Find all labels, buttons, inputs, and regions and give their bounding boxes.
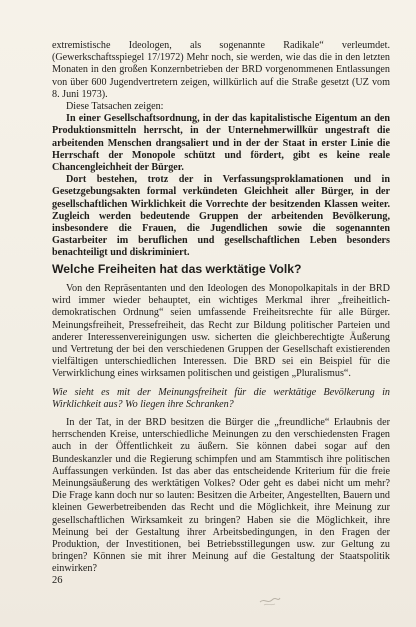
- text-block-upper: [52, 40, 390, 260]
- paragraph-privileges: Dort bestehen, trotz der in Verfassungsproklamationen und in Gesetzgebungsakten formal verkündeten Gleichheit aller Bürger, in der gesellschaftlichen Wirklichkeit die Vorrechte der besitzenden Klassen weiter. Zugleich werden bedeutende Gruppen der arbeitenden Bevölkerung, insbesondere die Frauen, die Jugendlichen sowie die sogenannten Gastarbeiter im beruflichen und gesellschaftlichen Leben besonders benachteiligt und diskriminiert.: [52, 174, 390, 259]
- paragraph-layoffs: extremistische Ideologen, als sogenannte Radikale“ verleumdet. (Gewerkschaftsspiegel 17/1972) Mehr noch, sie werden, wie das die in den letzten Monaten in den großen Konzernbetrieben der BRD vorgenommenen Entlassungen von über 600 Jugendvertretern zeigen, willkürlich auf die Straße gesetzt (UZ vom 8. Juni 1973).: [52, 40, 390, 100]
- paragraph-freedom-of-opinion: In der Tat, in der BRD besitzen die Bürger die „freundliche“ Erlaubnis der herrschenden Kreise, unterschiedliche Meinungen zu den verschiedensten Fragen auch in der Öffentlichkeit zu äußern. Sie können dabei sogar auf den Bundeskanzler und die Regierung schimpfen und am Stammtisch ihre politischen Auffassungen verkünden. Ist das aber das entscheidende Kriterium für die freie Meinungsäußerung des werktätigen Volkes? Oder geht es dabei nicht um mehr? Die Frage kann doch nur so lauten: Besitzen die Arbeiter, Angestellten, Bauern und kleinen Gewerbetreibenden das Recht und die Möglichkeit, ihre Meinung zur gesellschaftlichen Wirksamkeit zu bringen? Haben sie die Möglichkeit, ihre Meinung bei der Gestaltung ihrer Arbeitsbedingungen, in den Fragen der Produktion, der Investitionen, bei Betriebsstillegungen usw. zur Geltung zu bringen? Können sie mit ihrer Meinung auf die Gestaltung der Staatspolitik einwirken?: [52, 417, 390, 575]
- page-number: 26: [52, 575, 63, 586]
- paragraph-question: Wie sieht es mit der Meinungsfreiheit für die werktätige Bevölkerung in Wirklichkeit aus? Wo liegen ihre Schranken?: [52, 386, 390, 410]
- paragraph-facts-intro: Diese Tatsachen zeigen:: [66, 101, 164, 113]
- ink-smudge-mark: [258, 592, 282, 608]
- paragraph-no-equal-opportunity: In einer Gesellschaftsordnung, in der das kapitalistische Eigentum an den Produktionsmitteln herrscht, in der Unternehmerwillkür ungestraft die arbeitenden Menschen drangsaliert und in der der Staat in erster Linie die Herrschaft der Monopole schützt und fördert, gibt es keine reale Chancengleichheit der Bürger.: [52, 113, 390, 174]
- paragraph-pluralism: Von den Repräsentanten und den Ideologen des Monopolkapitals in der BRD wird immer wieder behauptet, ein wichtiges Merkmal ihrer „freiheitlich-demokratischen Ordnung“ seien umfassende Freiheitsrechte für alle Bürger. Meinungsfreiheit, Pressefreiheit, das Recht zur Bildung politischer Parteien und anderer Interessenvereinigungen usw. sicherten die gleichberechtigte Äußerung und Vertretung der bei den verschiedenen Gruppen der Gesellschaft existierenden vielfältigen unterschiedlichen Interessen. Die BRD sei ein Beispiel für die Verwirklichung eines wirksamen politischen und geistigen „Pluralismus“.: [52, 283, 390, 380]
- section-heading: Welche Freiheiten hat das werktätige Volk?: [52, 262, 302, 276]
- text-block-lower: [52, 283, 390, 576]
